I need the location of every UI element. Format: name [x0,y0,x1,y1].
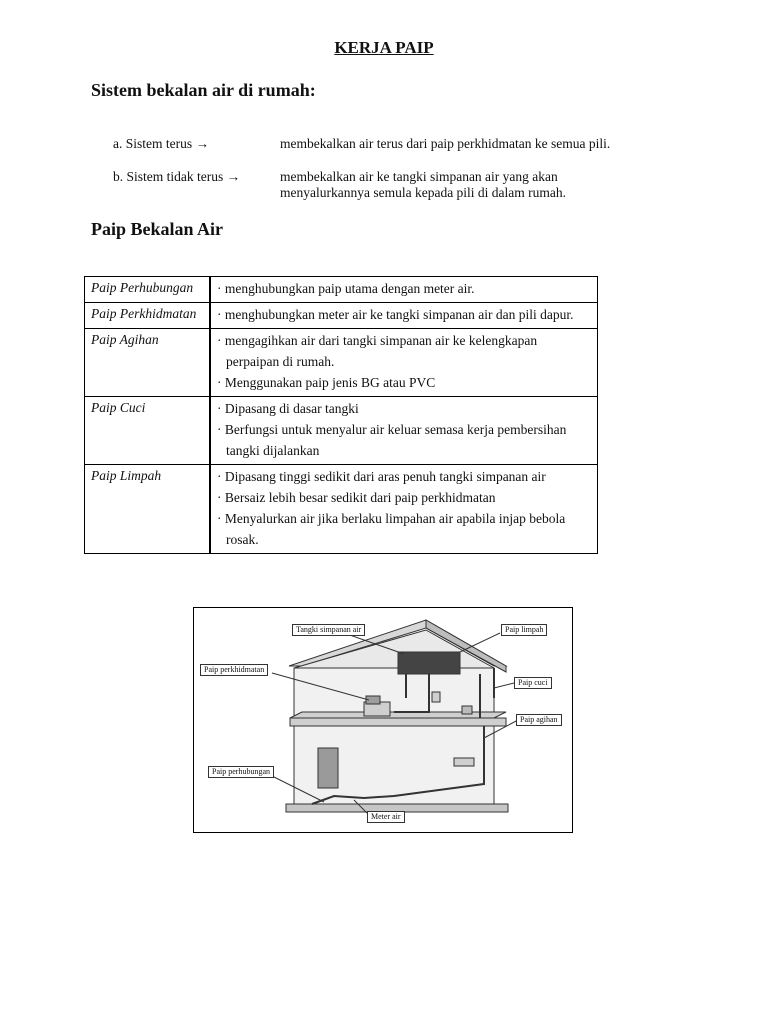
pipe-desc [210,303,598,329]
house-plumbing-diagram [193,607,573,833]
table-row [85,397,598,465]
label-perhubungan: Paip perhubungan [208,766,274,778]
desc-line: · menghubungkan paip utama dengan meter air. [217,281,475,296]
desc-line: · menghubungkan meter air ke tangki simpanan air dan pili dapur. [217,307,574,322]
table-row [85,465,598,554]
section-heading-paip: Paip Bekalan Air [91,219,224,239]
desc-line: · Dipasang di dasar tangki [217,401,359,416]
pipe-name: Paip Perkhidmatan [85,303,211,329]
table-row [85,277,598,303]
desc-line: · Menggunakan paip jenis BG atau PVC [217,375,436,390]
pipe-name: Paip Agihan [85,329,211,397]
pipe-desc [210,397,598,465]
pipe-desc [210,277,598,303]
label-perkhidmatan: Paip perkhidmatan [200,664,268,676]
table-row [85,303,598,329]
desc-line: · Dipasang tinggi sedikit dari aras penuh tangki simpanan air [217,469,546,484]
system-label-b: b. Sistem tidak terus → [113,169,241,184]
pipe-desc [210,329,598,397]
label-cuci: Paip cuci [514,677,552,689]
paip-table [84,276,598,554]
pipe-desc [210,465,598,554]
system-desc-b: membekalkan air ke tangki simpanan air yang akan menyalurkannya semula kepada pili di dalam rumah. [280,169,567,200]
desc-line: · Bersaiz lebih besar sedikit dari paip perkhidmatan [217,490,496,505]
table-row [85,329,598,397]
label-agihan: Paip agihan [516,714,562,726]
label-limpah: Paip limpah [501,624,547,636]
desc-line: · mengagihkan air dari tangki simpanan air ke kelengkapan perpaipan di rumah. [217,333,538,369]
system-label-a: a. Sistem terus → [113,136,209,151]
desc-line: · Berfungsi untuk menyalur air keluar semasa kerja pembersihan tangki dijalankan [217,422,567,458]
section-heading-sistem: Sistem bekalan air di rumah: [91,80,316,100]
system-desc-a: membekalkan air terus dari paip perkhidmatan ke semua pili. [280,136,611,151]
label-tangki: Tangki simpanan air [292,624,365,636]
pipe-name: Paip Perhubungan [85,277,211,303]
label-meter: Meter air [367,811,405,823]
pipe-name: Paip Cuci [85,397,211,465]
page-title: KERJA PAIP [334,38,434,57]
desc-line: · Menyalurkan air jika berlaku limpahan air apabila injap bebola rosak. [217,511,566,547]
pipe-name: Paip Limpah [85,465,211,554]
